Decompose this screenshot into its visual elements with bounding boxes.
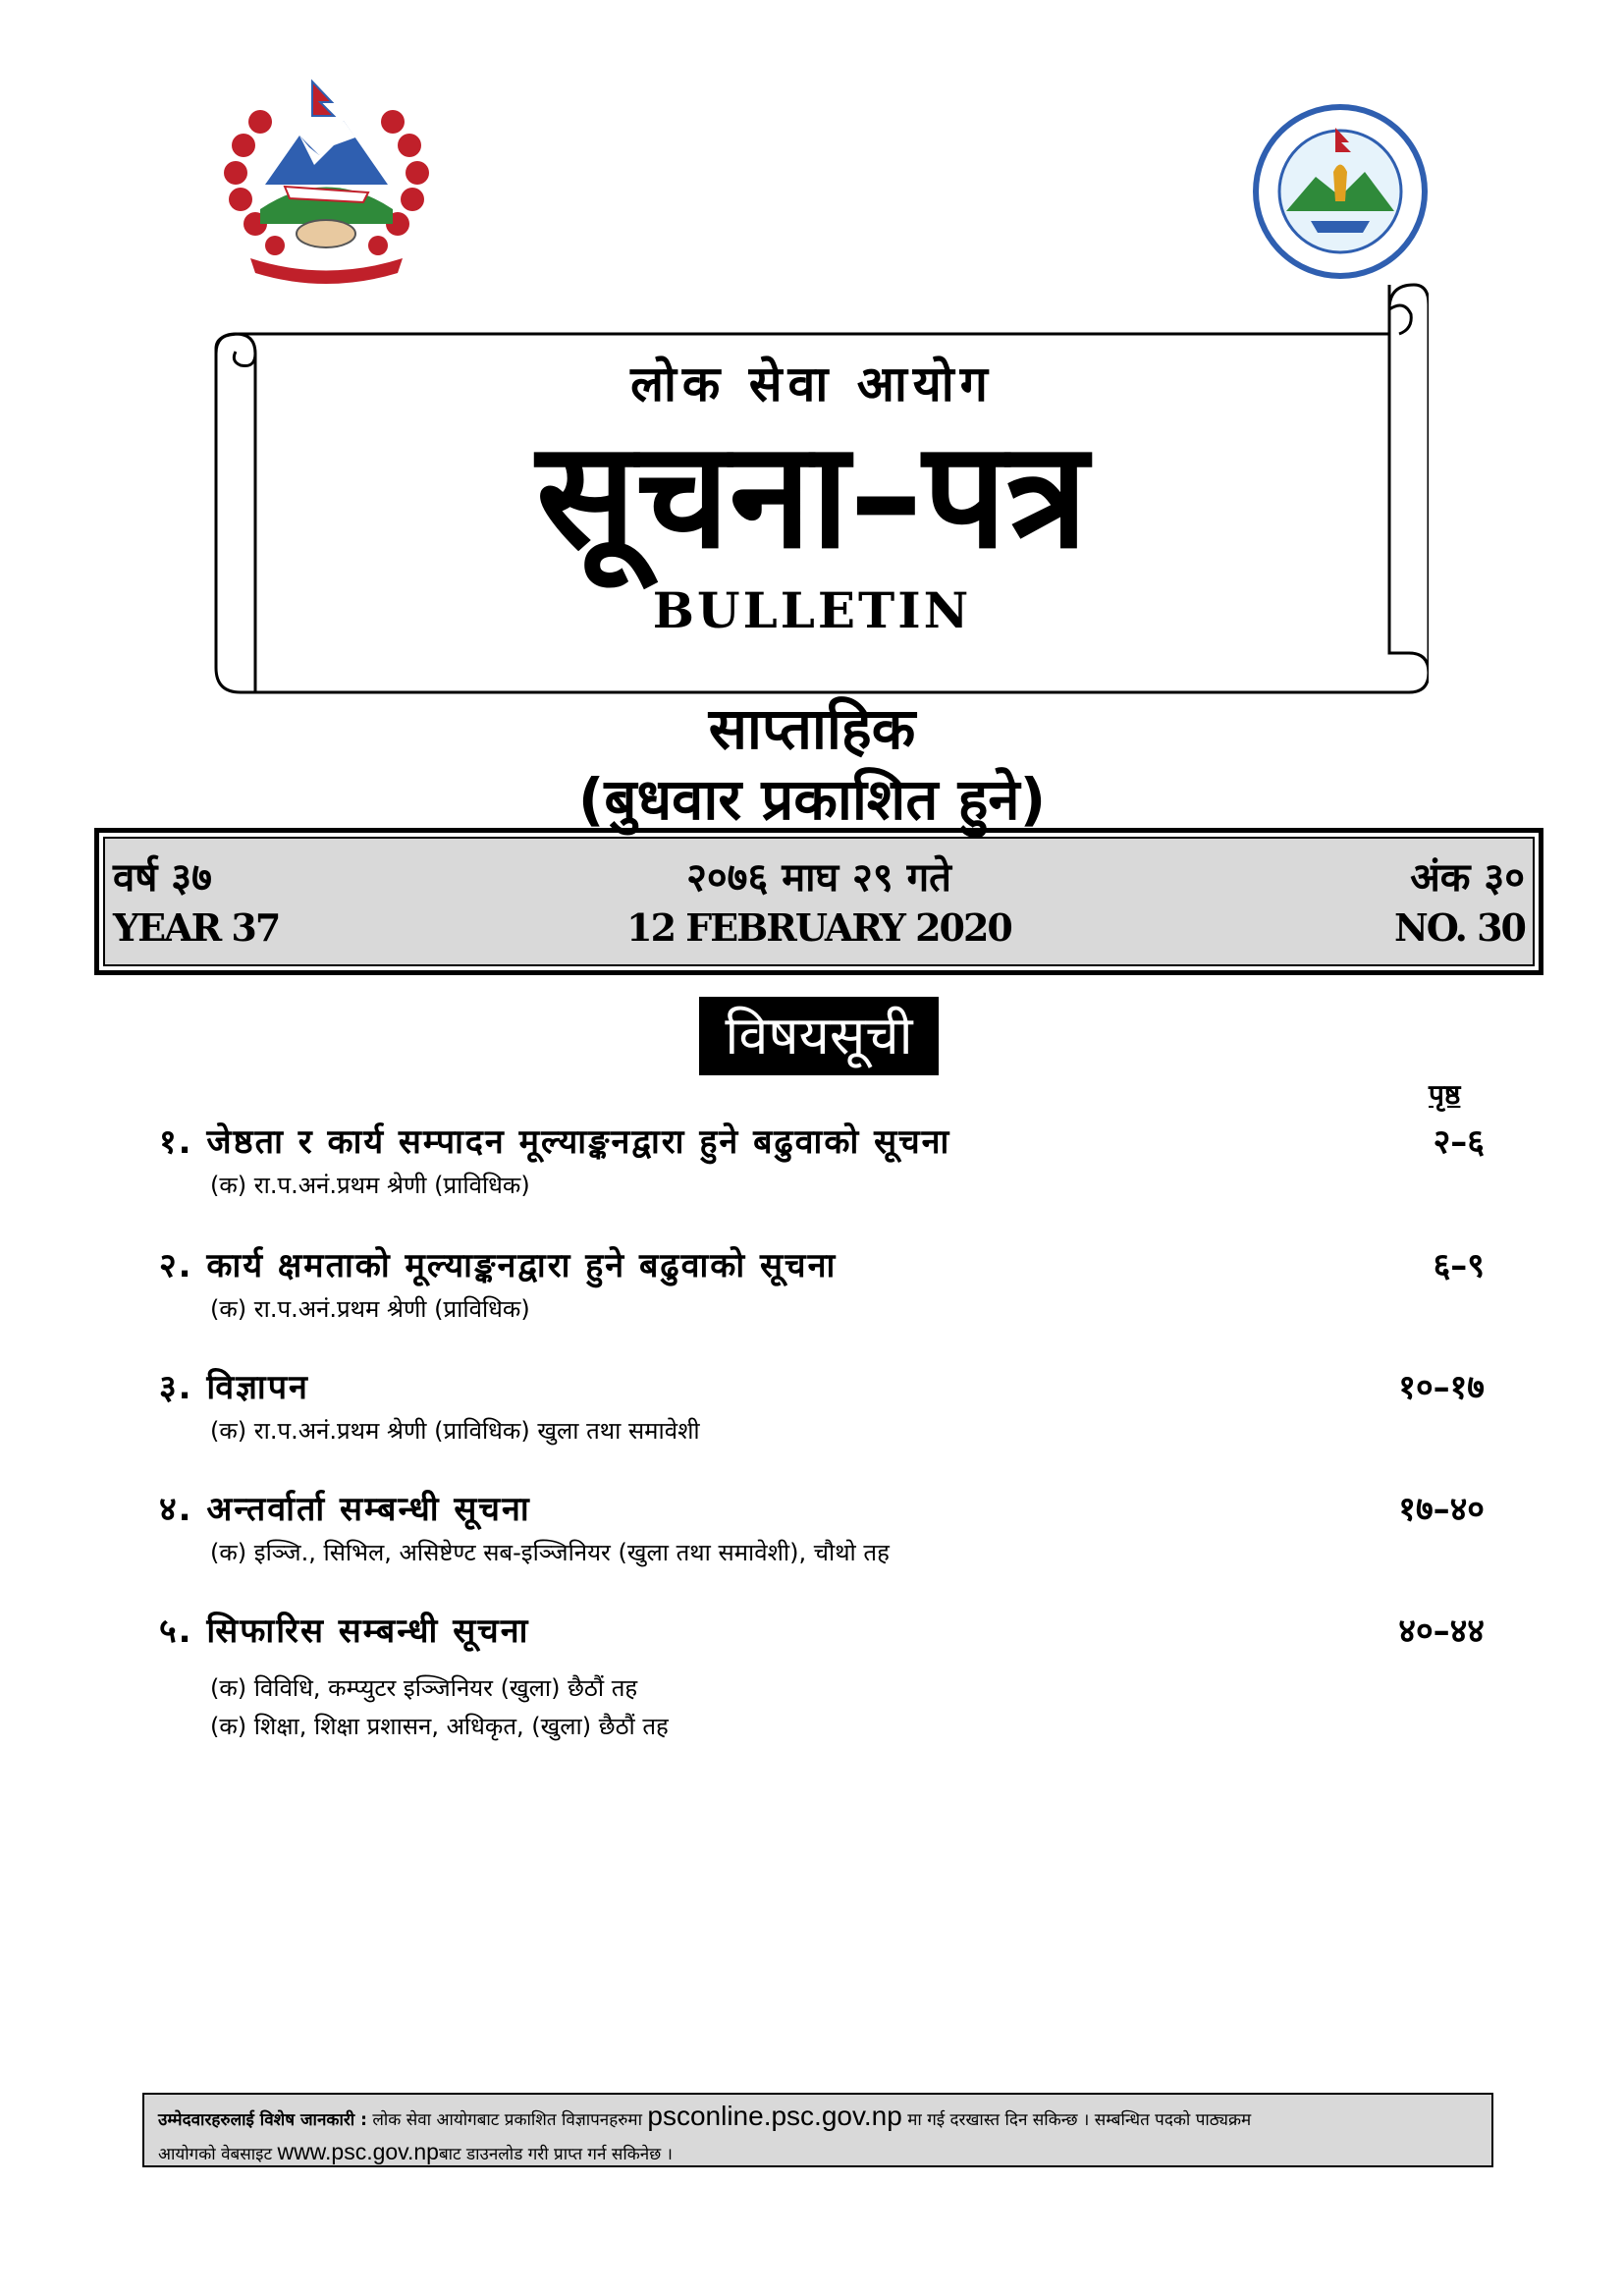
toc-item-1: [159, 1118, 1485, 1201]
notice-text: मा गई दरखास्त दिन सकिन्छ । सम्बन्धित पदको पाठ्यक्रम: [907, 2110, 1252, 2130]
notice-label: उम्मेदवारहरुलाई विशेष जानकारी :: [158, 2110, 367, 2130]
toc-subitem: (क) इञ्जि., सिभिल, असिष्टेण्ट सब-इञ्जिनियर (खुला तथा समावेशी), चौथो तह: [210, 1539, 890, 1566]
toc-item-pages: ६–९: [1433, 1246, 1485, 1285]
year-nepali: वर्ष ३७: [113, 855, 212, 901]
handshake-icon: [297, 220, 355, 247]
notice-text: बाट डाउनलोड गरी प्राप्त गर्न सकिनेछ ।: [438, 2145, 673, 2164]
flag-icon: [312, 82, 334, 116]
notice-text: आयोगको वेबसाइट: [158, 2145, 273, 2164]
bulletin-title: सूचना–पत्र: [536, 410, 1088, 581]
contents-heading: विषयसूची: [699, 997, 939, 1075]
page-column-label: पृष्ठ: [1429, 1078, 1461, 1111]
date-english: 12 FEBRUARY 2020: [626, 905, 1011, 950]
lamp-icon: [1333, 165, 1347, 202]
frequency-label: साप्ताहिक: [708, 695, 916, 762]
notice-line-2: [158, 2136, 1478, 2170]
notice-line-1: [158, 2101, 1478, 2136]
nepal-coat-of-arms-icon: [196, 77, 457, 288]
publication-day-label: (बुधवार प्रकाशित हुने): [577, 766, 1047, 833]
toc-item-3: [159, 1363, 1485, 1447]
toc-item-title: ५. सिफारिस सम्बन्धी सूचना: [159, 1612, 530, 1651]
issue-number-english: NO. 30: [1394, 905, 1525, 950]
toc-item-pages: ४०–४४: [1398, 1612, 1485, 1651]
toc-item-pages: १७–४०: [1398, 1490, 1485, 1529]
issue-info-box: [94, 828, 1543, 975]
toc-subitem: (क) रा.प.अनं.प्रथम श्रेणी (प्राविधिक): [210, 1172, 530, 1199]
bulletin-english-title: BULLETIN: [652, 581, 972, 639]
toc-item-4: [159, 1485, 1485, 1568]
psc-logo-icon: [1237, 103, 1443, 280]
toc-item-pages: १०–१७: [1398, 1368, 1485, 1407]
toc-subitem: (क) रा.प.अनं.प्रथम श्रेणी (प्राविधिक) खुला तथा समावेशी: [210, 1417, 700, 1445]
candidate-notice: [142, 2093, 1493, 2167]
toc-subitem: (क) शिक्षा, शिक्षा प्रशासन, अधिकृत, (खुला) छैठौं तह: [210, 1713, 669, 1740]
issue-number-nepali: अंक ३०: [1410, 855, 1525, 901]
org-name: लोक सेवा आयोग: [630, 355, 994, 412]
toc-item-title: ४. अन्तर्वार्ता सम्बन्धी सूचना: [159, 1490, 531, 1529]
toc-item-title: २. कार्य क्षमताको मूल्याङ्कनद्वारा हुने बढुवाको सूचना: [159, 1246, 838, 1285]
toc-item-title: १. जेष्ठता र कार्य सम्पादन मूल्याङ्कनद्वारा हुने बढुवाको सूचना: [159, 1122, 951, 1162]
website-link[interactable]: www.psc.gov.np: [277, 2139, 439, 2164]
toc-subitem: (क) विविधि, कम्प्युटर इञ्जिनियर (खुला) छैठौं तह: [210, 1674, 638, 1702]
notice-text: लोक सेवा आयोगबाट प्रकाशित विज्ञापनहरुमा: [372, 2110, 642, 2130]
toc-item-title: ३. विज्ञापन: [159, 1368, 309, 1407]
online-application-link[interactable]: psconline.psc.gov.np: [647, 2101, 902, 2131]
toc-item-pages: २–६: [1433, 1122, 1485, 1162]
date-nepali: २०७६ माघ २९ गते: [686, 855, 951, 901]
toc-item-2: [159, 1241, 1485, 1325]
toc-subitem: (क) रा.प.अनं.प्रथम श्रेणी (प्राविधिक): [210, 1295, 530, 1323]
year-english: YEAR 37: [113, 905, 280, 950]
toc-item-5: [159, 1607, 1485, 1742]
